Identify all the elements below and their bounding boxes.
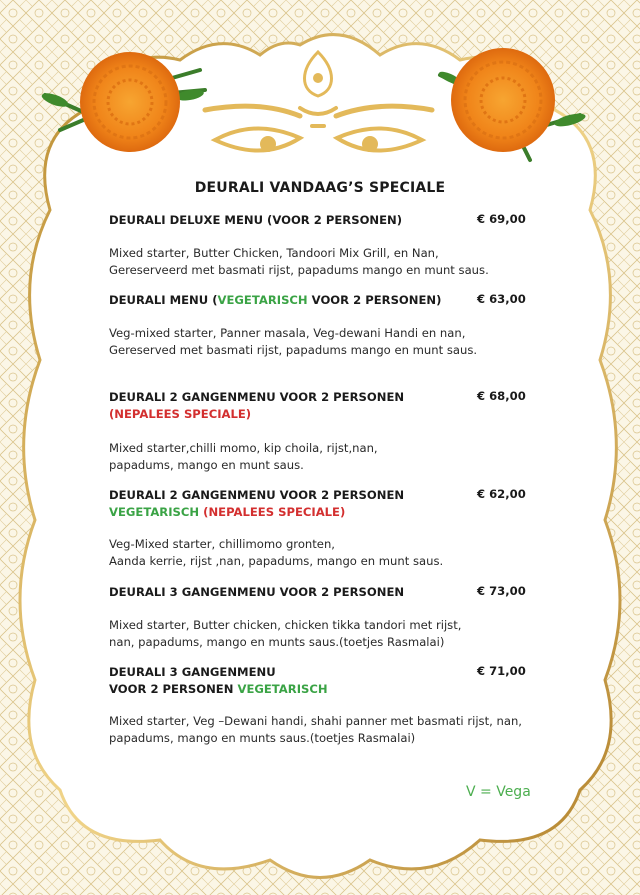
vega-legend: V = Vega <box>466 784 531 800</box>
menu-item-name: DEURALI 3 GANGENMENU VOOR 2 PERSONEN VEGETARISCH <box>109 665 328 696</box>
menu-item-name: DEURALI 2 GANGENMENU VOOR 2 PERSONEN (NEPALEES SPECIALE) <box>109 390 405 421</box>
menu-item-description: Mixed starter,chilli momo, kip choila, rijst,nan, papadums, mango en munt saus. <box>109 441 378 472</box>
menu-item-description: Mixed starter, Butter Chicken, Tandoori Mix Grill, en Nan, Gereserveerd met basmati rijst, papadums mango en munt saus. <box>109 246 489 277</box>
menu-item-price: € 71,00 <box>477 664 526 678</box>
menu-item-name: DEURALI 3 GANGENMENU VOOR 2 PERSONEN <box>109 585 405 599</box>
menu-item-price: € 69,00 <box>477 212 526 226</box>
menu-item-name: DEURALI DELUXE MENU (VOOR 2 PERSONEN) <box>109 213 403 227</box>
menu-item-description: Mixed starter, Butter chicken, chicken tikka tandori met rijst, nan, papadums, mango en munts saus.(toetjes Rasmalai) <box>109 618 462 649</box>
menu-item-description: Mixed starter, Veg –Dewani handi, shahi panner met basmati rijst, nan, papadums, mango en munts saus.(toetjes Rasmalai) <box>109 714 522 745</box>
menu-item-price: € 62,00 <box>477 487 526 501</box>
menu-item-price: € 63,00 <box>477 292 526 306</box>
menu-item-description: Veg-Mixed starter, chillimomo gronten, Aanda kerrie, rijst ,nan, papadums, mango en munt saus. <box>109 537 444 568</box>
menu-item-price: € 73,00 <box>477 584 526 598</box>
menu-item-price: € 68,00 <box>477 389 526 403</box>
menu-item-name: DEURALI MENU (VEGETARISCH VOOR 2 PERSONEN) <box>109 293 442 307</box>
menu-item-description: Veg-mixed starter, Panner masala, Veg-dewani Handi en nan, Gereserved met basmati rijst, papadums mango en munt saus. <box>109 326 478 357</box>
menu-item-name: DEURALI 2 GANGENMENU VOOR 2 PERSONEN VEGETARISCH (NEPALEES SPECIALE) <box>109 488 405 519</box>
page-title: DEURALI VANDAAG’S SPECIALE <box>194 180 446 196</box>
